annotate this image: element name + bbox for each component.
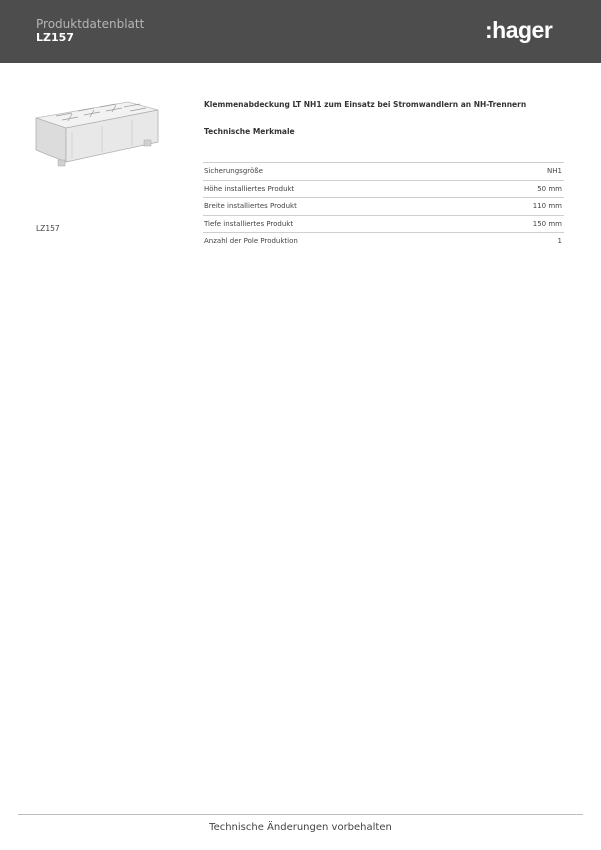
document-type: Produktdatenblatt: [36, 17, 145, 31]
spec-value: NH1: [547, 167, 562, 176]
product-caption: LZ157: [36, 224, 60, 233]
footer-note: Technische Änderungen vorbehalten: [209, 822, 392, 833]
footer-divider: [18, 814, 583, 815]
spec-label: Breite installiertes Produkt: [204, 202, 297, 211]
product-title: Klemmenabdeckung LT NH1 zum Einsatz bei Stromwandlern an NH-Trennern: [204, 100, 527, 109]
spec-row: [203, 232, 564, 250]
spec-row: [203, 197, 564, 215]
spec-row: [203, 215, 564, 233]
spec-label: Sicherungsgröße: [204, 167, 263, 176]
spec-label: Anzahl der Pole Produktion: [204, 237, 298, 246]
spec-value: 110 mm: [532, 202, 562, 211]
page-header: [0, 0, 601, 63]
spec-value: 1: [557, 237, 562, 246]
spec-row: [203, 162, 564, 180]
hager-logo-text: :hager: [485, 17, 553, 43]
article-number: LZ157: [36, 31, 74, 44]
spec-label: Tiefe installiertes Produkt: [204, 219, 294, 228]
product-image: [32, 96, 162, 174]
hager-logo: [485, 15, 565, 45]
spec-value: 50 mm: [537, 184, 562, 193]
spec-label: Höhe installiertes Produkt: [204, 184, 295, 193]
spec-table: [203, 162, 564, 250]
technical-features-heading: Technische Merkmale: [204, 127, 295, 136]
spec-row: [203, 180, 564, 198]
spec-value: 150 mm: [532, 219, 562, 228]
